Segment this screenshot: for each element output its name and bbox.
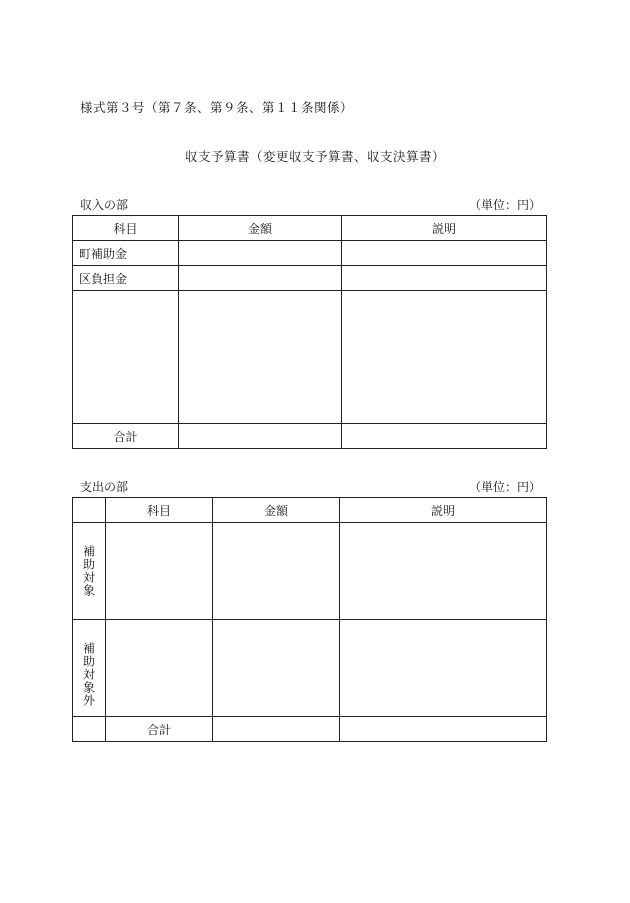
expense-total-group-cell: [73, 717, 106, 742]
income-amount-cell: [179, 241, 342, 266]
income-total-row: [73, 424, 547, 449]
expense-header-row: [73, 498, 547, 523]
income-total-description: [342, 424, 547, 449]
income-row-town-subsidy: [73, 241, 547, 266]
income-description-cell: [342, 291, 547, 424]
expense-total-description: [340, 717, 547, 742]
expense-header-group: [73, 498, 106, 523]
income-subject-cell: 区負担金: [73, 266, 179, 291]
expense-subject-cell: [106, 620, 213, 717]
expense-amount-cell: [213, 523, 340, 620]
income-section-label: 収入の部: [80, 198, 129, 212]
expense-amount-cell: [213, 620, 340, 717]
income-subject-cell: 町補助金: [73, 241, 179, 266]
expense-group-label-cell: [73, 620, 106, 717]
income-amount-cell: [179, 266, 342, 291]
expense-group-non-subsidized: [73, 620, 547, 717]
expense-description-cell: [340, 620, 547, 717]
income-total-label: 合計: [73, 424, 179, 449]
income-subject-cell: [73, 291, 179, 424]
expense-table: [72, 497, 547, 742]
income-total-amount: [179, 424, 342, 449]
income-header-row: [73, 216, 547, 241]
income-header-subject: 科目: [73, 216, 179, 241]
expense-subject-cell: [106, 523, 213, 620]
expense-group-label: 補助対象: [81, 545, 96, 597]
expense-group-label-cell: [73, 523, 106, 620]
income-header-description: 説明: [342, 216, 547, 241]
expense-total-row: [73, 717, 547, 742]
expense-section-label: 支出の部: [80, 480, 129, 494]
income-description-cell: [342, 266, 547, 291]
expense-unit-label: （単位：円）: [468, 480, 541, 494]
expense-group-subsidized: [73, 523, 547, 620]
income-header-amount: 金額: [179, 216, 342, 241]
income-unit-label: （単位：円）: [468, 198, 541, 212]
income-row-district-share: [73, 266, 547, 291]
income-description-cell: [342, 241, 547, 266]
form-number: 様式第３号（第７条、第９条、第１１条関係）: [80, 100, 354, 115]
expense-total-label: 合計: [106, 717, 213, 742]
income-blank-row: [73, 291, 547, 424]
expense-header-subject: 科目: [106, 498, 213, 523]
income-amount-cell: [179, 291, 342, 424]
expense-total-amount: [213, 717, 340, 742]
expense-header-description: 説明: [340, 498, 547, 523]
expense-header-amount: 金額: [213, 498, 340, 523]
income-table: [72, 215, 547, 449]
expense-group-label: 補助対象外: [81, 642, 96, 707]
document-title: 収支予算書（変更収支予算書、収支決算書）: [184, 149, 445, 164]
expense-description-cell: [340, 523, 547, 620]
